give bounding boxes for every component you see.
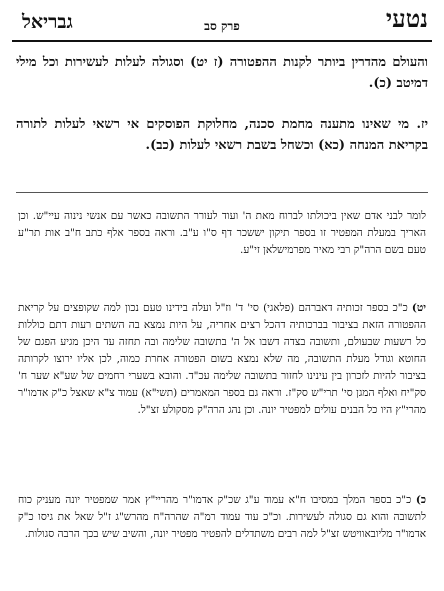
paragraph-number: יז.	[416, 117, 428, 132]
footnote-3-text: כ"כ בספר המלך במסיבו ח"א עמוד ע"ג שכ"ק אדמו"ר מהריי"ץ אמר שמפטיר יונה מעניק כוח לתשובה והוא גם סגולה לעשירות. וכ"כ עוד עמוד רמ"ה שהרה"ח מהרש"ג ז"ל שאל את גיסו כ"ק אדמו"ר מליובאוויטש זצ"ל למה רבים משתדלים להפטיר מפטיר יונה, והשיב שיש בכך הרבה סגולות.	[18, 494, 426, 540]
main-paragraph-2	[16, 114, 428, 156]
footnote-2-text: כ"כ בספר זכותיה דאברהם (פלאגי) סי' ד' וז"ל ועלה בידינו טעם נכון למה שקופצים על קריאת ההפטורה הזאת בציבור בברכותיה דהכל רצים אחריה, על היות נמצא בה השתים רעות דתם כוללות כל רשעות שבעולם, ותשובה בצדה דשבו אל ה' בתשובה שלימה ובה תחזה עד היכן מגיע הפגם של החוטא וגודל מעלת התשובה, מה שלא נמצא בשום הפטורה אחרת כמוה, לכן אליו ירוצו לקרותה בציבור להיות לזכרון בין עינינו לחזור בתשובה שלימה עכ"ד. והובא בשערי רחמים של שע"א שער ח' סק"יח ואלף המגן סי' תרי"ש סק"ז. וראה גם בספר המאמרים (תשי"א) עמוד צ"א שאצל כ"ק אדמו"ר מהרי"ץ היו כל הבנים עולים למפטיר יונה. וכן נהג הרה"ק מסקולע זצ"ל.	[18, 302, 426, 416]
header-book-title: נטעי	[385, 4, 428, 33]
header-chapter: פרק סב	[204, 19, 240, 33]
footnote-3-number: כ)	[415, 494, 426, 506]
page-header	[12, 6, 432, 42]
header-author-title: גבריאל	[22, 11, 73, 33]
footnote-1: לומר לבני אדם שאין ביכולתו לברוח מאת ה' ועוד לעורר התשובה כאשר עם אנשי נינוה עיי"ש. וכן האריך במעלת המפטיר זו בספר תיקון יששכר דף ס"ו ע"ב. וראה בספר אלף כתב ח"ב אות תר"ע טעם בשם הרה"ק רבי מאיר מפרמישלאן זי"ע.	[18, 210, 426, 256]
footnote-divider	[16, 192, 428, 193]
footnote-2-number: יט)	[411, 302, 426, 314]
footnote-3	[18, 492, 426, 543]
main-paragraph-1: והעולם מהדרין ביותר לקנות ההפטורה (ז יט) וסגולה לעלות לעשירות וכל מילי דמיטב (כ).	[16, 55, 428, 91]
footnote-2	[18, 300, 426, 419]
main-paragraph-2-text: מי שאינו מתענה מחמת סכנה, מחלוקת הפוסקים אי רשאי לעלות לתורה בקריאת המנחה (כא) וכשחל בשבת רשאי לעלות (כב).	[16, 117, 428, 153]
